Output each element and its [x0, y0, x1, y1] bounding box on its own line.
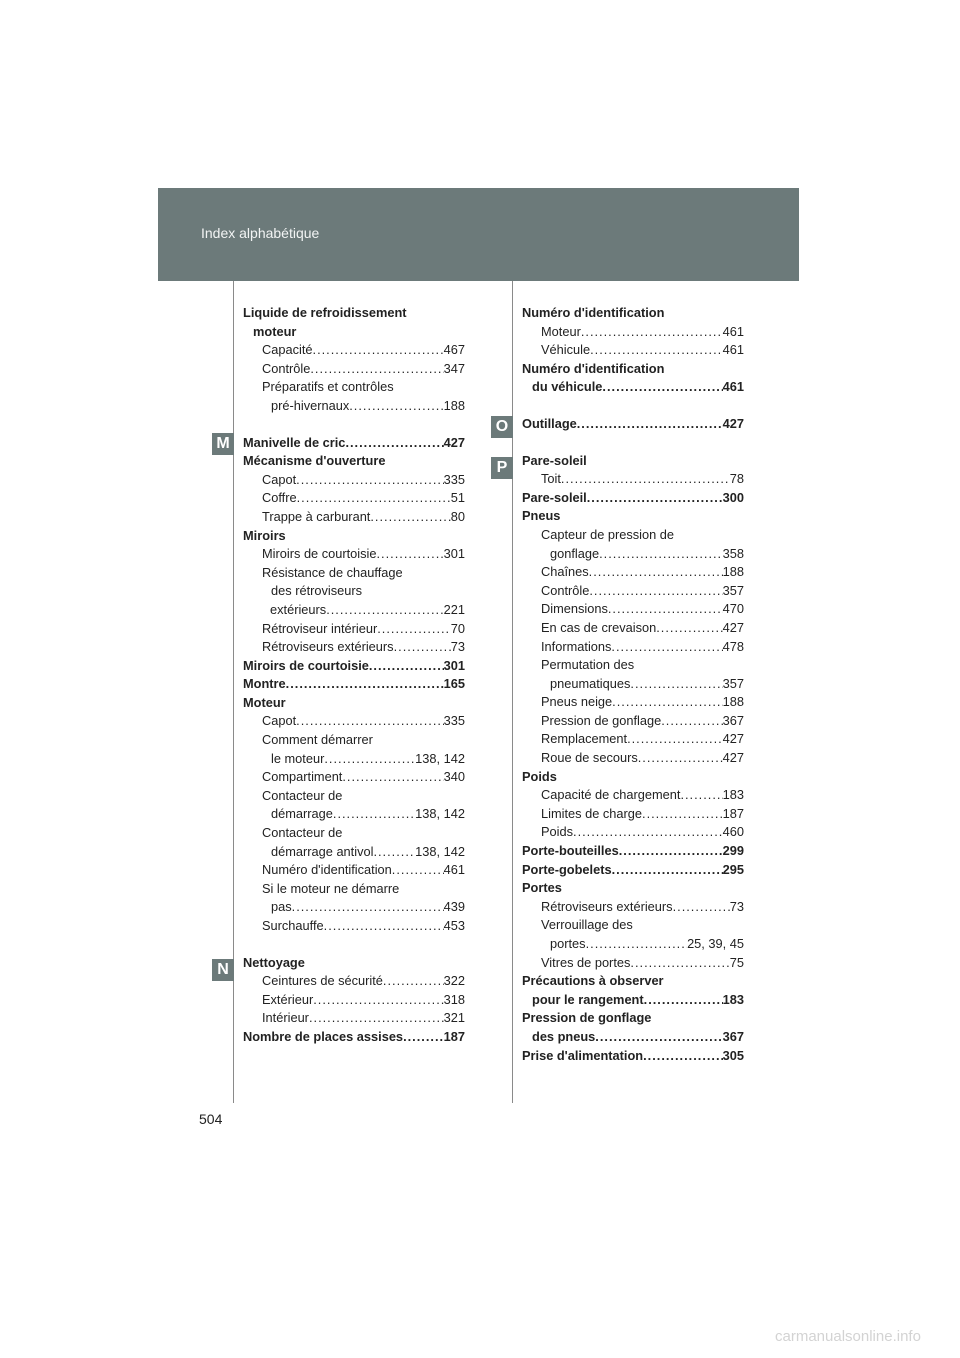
index-entry — [243, 527, 465, 546]
index-entry-term: Pare-soleil — [522, 452, 587, 468]
index-entry — [522, 341, 744, 360]
dot-leader — [630, 675, 722, 694]
index-entry-term: Capot — [262, 713, 297, 729]
dot-leader — [673, 898, 730, 917]
dot-leader — [612, 693, 722, 712]
index-entry — [243, 861, 465, 880]
index-entry — [243, 434, 465, 453]
dot-leader — [644, 991, 723, 1010]
dot-leader — [342, 768, 443, 787]
dot-leader — [627, 730, 723, 749]
index-entry — [522, 638, 744, 657]
index-entry-term: Préparatifs et contrôles — [262, 379, 394, 395]
index-entry-term: pneumatiques — [550, 675, 631, 691]
index-entry-term: Capot — [262, 471, 297, 487]
index-entry-page: 427 — [722, 415, 744, 431]
index-entry — [522, 507, 744, 526]
index-entry-term: Verrouillage des — [541, 917, 633, 933]
index-entry-term: Porte-gobelets — [522, 861, 612, 877]
index-entry — [522, 415, 744, 434]
index-entry-page: 318 — [443, 991, 465, 1007]
index-entry — [243, 341, 465, 360]
index-entry-term: Numéro d'identification — [262, 862, 392, 878]
dot-leader — [630, 954, 729, 973]
index-column-left — [243, 304, 465, 1047]
index-entry — [243, 304, 465, 323]
header-title: Index alphabétique — [201, 225, 320, 241]
index-entry-term: Liquide de refroidissement — [243, 305, 407, 320]
index-entry-term: Pression de gonflage — [522, 1010, 652, 1026]
index-entry — [522, 749, 744, 768]
index-entry-page: 470 — [722, 601, 744, 617]
index-entry-page: 299 — [722, 843, 744, 859]
index-entry-term: Extérieur — [262, 991, 314, 1007]
index-entry-page: 165 — [443, 676, 465, 692]
index-entry — [243, 1009, 465, 1028]
index-entry-term: Surchauffe — [262, 918, 324, 933]
index-entry-page: 295 — [722, 861, 744, 877]
dot-leader — [324, 917, 444, 936]
index-entry — [243, 917, 465, 936]
index-entry — [243, 972, 465, 991]
index-entry — [522, 304, 744, 323]
section-letter-n: N — [212, 959, 234, 981]
index-entry — [522, 600, 744, 619]
dot-leader — [589, 563, 723, 582]
index-entry — [522, 954, 744, 973]
dot-leader — [587, 489, 723, 508]
index-entry — [522, 545, 744, 564]
index-entry — [522, 360, 744, 379]
index-entry-term: Nombre de places assises — [243, 1028, 404, 1044]
index-entry-term: Toit — [541, 471, 561, 487]
index-entry-page: 188 — [722, 564, 744, 580]
dot-leader — [589, 582, 722, 601]
index-entry-term: des pneus — [532, 1028, 596, 1044]
index-entry — [243, 620, 465, 639]
dot-leader — [595, 1028, 722, 1047]
index-entry-term: Pression de gonflage — [541, 712, 662, 728]
index-entry-page: 183 — [722, 991, 744, 1007]
section-gap — [522, 397, 744, 415]
index-entry-term: Précautions à observer — [522, 973, 664, 989]
index-entry-term: Compartiment — [262, 769, 343, 785]
index-entry-page: 188 — [443, 397, 465, 413]
index-entry-page: 335 — [443, 471, 465, 487]
index-entry-term: Contrôle — [541, 582, 590, 598]
index-entry-term: Si le moteur ne démarre — [262, 880, 400, 896]
index-entry-term: Portes — [522, 880, 562, 896]
index-entry-page: 347 — [443, 360, 465, 376]
index-entry-term: Intérieur — [262, 1010, 309, 1026]
index-entry-term: Rétroviseurs extérieurs — [262, 639, 394, 655]
index-entry-term: Moteur — [243, 694, 286, 710]
index-entry — [522, 1047, 744, 1066]
index-entry-page: 367 — [722, 712, 744, 728]
index-entry-page: 461 — [722, 379, 744, 395]
dot-leader — [333, 805, 415, 824]
index-entry-page: 357 — [722, 675, 744, 691]
index-entry-term: des rétroviseurs — [271, 583, 363, 599]
section-letter-o: O — [491, 416, 513, 438]
index-entry-page: 460 — [722, 824, 744, 840]
index-entry-page: 322 — [443, 973, 465, 989]
index-entry-page: 138, 142 — [415, 843, 465, 859]
index-entry-page: 340 — [443, 769, 465, 785]
index-entry-term: Miroirs de courtoisie — [262, 546, 377, 562]
dot-leader — [581, 323, 723, 342]
dot-leader — [370, 508, 450, 527]
index-entry — [522, 842, 744, 861]
page-header — [158, 188, 799, 281]
dot-leader — [286, 675, 444, 694]
watermark: carmanualsonline.info — [775, 1328, 921, 1345]
dot-leader — [608, 600, 723, 619]
index-entry — [243, 712, 465, 731]
index-entry-term: Porte-bouteilles — [522, 843, 619, 859]
index-entry-term: Contacteur de — [262, 787, 343, 803]
dot-leader — [619, 842, 723, 861]
dot-leader — [642, 805, 723, 824]
index-entry-page: 187 — [722, 805, 744, 821]
index-entry-page: 138, 142 — [415, 750, 465, 766]
index-entry — [522, 378, 744, 397]
dot-leader — [602, 378, 722, 397]
index-entry-term: Résistance de chauffage — [262, 564, 403, 580]
index-entry-term: Miroirs de courtoisie — [243, 657, 369, 673]
index-column-right — [522, 304, 744, 1065]
index-entry — [243, 601, 465, 620]
index-entry-page: 427 — [722, 619, 744, 635]
index-entry-page: 357 — [722, 582, 744, 598]
index-entry-page: 300 — [722, 489, 744, 505]
index-entry — [522, 786, 744, 805]
dot-leader — [349, 397, 443, 416]
index-entry-term: Pare-soleil — [522, 489, 587, 505]
section-gap — [522, 434, 744, 452]
index-entry-term: Outillage — [522, 415, 577, 431]
index-entry-term: pour le rangement — [532, 991, 644, 1007]
dot-leader — [373, 843, 415, 862]
index-entry — [522, 898, 744, 917]
index-entry — [243, 564, 465, 583]
index-entry-page: 427 — [722, 750, 744, 766]
index-entry-term: Dimensions — [541, 601, 608, 617]
index-entry — [243, 991, 465, 1010]
index-entry-term: Ceintures de sécurité — [262, 973, 383, 989]
index-entry-term: Manivelle de cric — [243, 434, 346, 450]
index-entry — [243, 657, 465, 676]
index-entry-term: Poids — [522, 768, 557, 784]
section-letter-m: M — [212, 433, 234, 455]
index-entry-term: En cas de crevaison — [541, 619, 657, 635]
index-entry-term: démarrage — [271, 806, 333, 822]
dot-leader — [661, 712, 722, 731]
index-entry-term: du véhicule — [532, 379, 603, 395]
index-entry-term: Limites de charge — [541, 805, 643, 821]
index-entry-page: 453 — [443, 918, 465, 933]
index-entry-term: portes — [550, 936, 586, 951]
dot-leader — [377, 620, 451, 639]
dot-leader — [638, 749, 723, 768]
index-entry-term: Roue de secours — [541, 750, 638, 766]
index-entry-page: 461 — [722, 342, 744, 358]
index-entry-term: Contacteur de — [262, 825, 343, 841]
index-entry-page: 335 — [443, 713, 465, 729]
index-entry — [243, 768, 465, 787]
dot-leader — [369, 657, 444, 676]
index-entry — [522, 1028, 744, 1047]
index-entry — [243, 323, 465, 342]
index-entry-page: 70 — [450, 620, 465, 636]
index-entry — [522, 861, 744, 880]
dot-leader — [394, 638, 451, 657]
index-entry-term: Pneus — [522, 508, 561, 524]
dot-leader — [383, 972, 444, 991]
index-entry — [522, 526, 744, 545]
index-entry-page: 301 — [443, 657, 465, 673]
index-entry — [243, 880, 465, 899]
dot-leader — [310, 360, 443, 379]
index-entry-term: Nettoyage — [243, 954, 305, 970]
index-entry-page: 427 — [722, 731, 744, 747]
index-entry-term: Numéro d'identification — [522, 305, 665, 320]
index-entry — [522, 730, 744, 749]
dot-leader — [377, 545, 444, 564]
index-entry — [522, 675, 744, 694]
index-entry-page: 301 — [443, 546, 465, 562]
dot-leader — [324, 750, 415, 769]
dot-leader — [326, 601, 443, 620]
index-entry-term: Montre — [243, 676, 286, 692]
dot-leader — [590, 341, 723, 360]
section-gap — [243, 416, 465, 434]
page-number: 504 — [199, 1111, 223, 1127]
index-entry-term: Capacité de chargement — [541, 787, 681, 803]
index-entry-term: Mécanisme d'ouverture — [243, 453, 386, 469]
index-entry-term: Numéro d'identification — [522, 360, 665, 376]
index-entry — [243, 360, 465, 379]
index-entry — [522, 693, 744, 712]
index-entry — [522, 323, 744, 342]
index-entry — [243, 898, 465, 917]
index-entry — [522, 935, 744, 954]
dot-leader — [611, 638, 722, 657]
index-entry-term: Permutation des — [541, 657, 635, 673]
index-entry — [522, 470, 744, 489]
index-entry-term: Véhicule — [541, 342, 591, 358]
index-entry — [522, 916, 744, 935]
index-entry — [243, 582, 465, 601]
index-entry — [243, 805, 465, 824]
index-entry — [243, 787, 465, 806]
index-entry-term: Rétroviseurs extérieurs — [541, 898, 673, 914]
index-entry-page: 467 — [443, 342, 465, 358]
index-entry — [243, 397, 465, 416]
index-entry-term: Contrôle — [262, 360, 311, 376]
index-entry — [522, 452, 744, 471]
dot-leader — [309, 1009, 444, 1028]
index-entry-page: 367 — [722, 1028, 744, 1044]
index-entry — [522, 656, 744, 675]
index-entry — [522, 991, 744, 1010]
index-entry-term: moteur — [253, 323, 297, 339]
dot-leader — [573, 823, 723, 842]
index-entry — [522, 972, 744, 991]
index-entry-page: 80 — [450, 508, 465, 524]
index-entry — [522, 768, 744, 787]
index-entry — [243, 638, 465, 657]
dot-leader — [577, 415, 723, 434]
dot-leader — [297, 489, 451, 508]
index-entry — [243, 452, 465, 471]
index-entry — [243, 545, 465, 564]
index-entry-page: 75 — [729, 954, 744, 970]
index-entry — [243, 954, 465, 973]
index-entry-term: Pneus neige — [541, 694, 613, 710]
index-entry-term: pré-hivernaux — [271, 397, 350, 413]
index-entry-term: Remplacement — [541, 731, 628, 747]
dot-leader — [561, 470, 730, 489]
dot-leader — [313, 991, 443, 1010]
index-entry — [243, 675, 465, 694]
index-entry — [243, 508, 465, 527]
dot-leader — [296, 471, 443, 490]
index-entry — [522, 563, 744, 582]
index-entry-term: Miroirs — [243, 527, 286, 543]
index-entry-page: 461 — [722, 323, 744, 339]
dot-leader — [599, 545, 723, 564]
index-entry-page: 187 — [443, 1028, 465, 1044]
index-entry-term: extérieurs — [270, 601, 327, 617]
dot-leader — [656, 619, 722, 638]
index-entry — [243, 378, 465, 397]
index-entry-page: 305 — [722, 1047, 744, 1063]
index-entry-page: 51 — [450, 490, 465, 506]
index-entry — [243, 694, 465, 713]
index-entry-page: 73 — [729, 898, 744, 914]
index-entry — [243, 1028, 465, 1047]
index-entry-term: Poids — [541, 824, 574, 840]
index-entry — [243, 750, 465, 769]
index-entry-term: Prise d'alimentation — [522, 1047, 644, 1063]
index-entry — [522, 712, 744, 731]
index-entry-page: 358 — [722, 545, 744, 561]
index-entry — [243, 489, 465, 508]
index-entry-page: 478 — [722, 638, 744, 654]
index-entry-page: 188 — [722, 694, 744, 710]
index-entry-term: Trappe à carburant — [262, 508, 371, 524]
index-entry — [522, 582, 744, 601]
index-entry-term: pas — [271, 899, 292, 915]
index-entry — [522, 1009, 744, 1028]
dot-leader — [292, 898, 444, 917]
dot-leader — [313, 341, 444, 360]
index-entry-term: Informations — [541, 638, 612, 654]
section-gap — [243, 936, 465, 954]
index-entry — [243, 843, 465, 862]
index-entry-term: le moteur — [271, 750, 325, 766]
index-entry-page: 427 — [443, 434, 465, 450]
index-entry-term: Capteur de pression de — [541, 526, 675, 542]
dot-leader — [345, 434, 443, 453]
index-entry-page: 73 — [450, 639, 465, 655]
index-entry-page: 183 — [722, 787, 744, 803]
column-divider-right — [512, 281, 513, 1103]
dot-leader — [586, 935, 687, 954]
index-entry-term: gonflage — [550, 545, 600, 561]
index-entry-term: Moteur — [541, 323, 581, 339]
index-entry-page: 78 — [729, 471, 744, 487]
index-entry — [522, 619, 744, 638]
index-entry-term: Chaînes — [541, 564, 589, 580]
dot-leader — [403, 1028, 444, 1047]
dot-leader — [680, 786, 722, 805]
index-entry-term: Comment démarrer — [262, 732, 373, 748]
index-entry-term: Vitres de portes — [541, 954, 631, 970]
dot-leader — [612, 861, 723, 880]
index-entry-page: 221 — [443, 601, 465, 617]
index-entry-term: Coffre — [262, 490, 297, 506]
index-entry-page: 138, 142 — [415, 806, 465, 822]
dot-leader — [392, 861, 444, 880]
dot-leader — [643, 1047, 723, 1066]
dot-leader — [296, 712, 443, 731]
index-entry-page: 461 — [443, 862, 465, 878]
index-entry-page: 25, 39, 45 — [687, 936, 744, 951]
index-entry-page: 321 — [443, 1010, 465, 1026]
section-letter-p: P — [491, 457, 513, 479]
index-entry — [522, 879, 744, 898]
index-entry-page: 439 — [443, 899, 465, 915]
index-entry — [243, 471, 465, 490]
index-entry — [243, 824, 465, 843]
index-entry — [522, 823, 744, 842]
index-entry-term: Rétroviseur intérieur — [262, 620, 378, 636]
index-entry — [522, 805, 744, 824]
index-entry-term: démarrage antivol — [271, 843, 374, 859]
index-entry — [522, 489, 744, 508]
index-entry-term: Capacité — [262, 342, 313, 358]
index-entry — [243, 731, 465, 750]
